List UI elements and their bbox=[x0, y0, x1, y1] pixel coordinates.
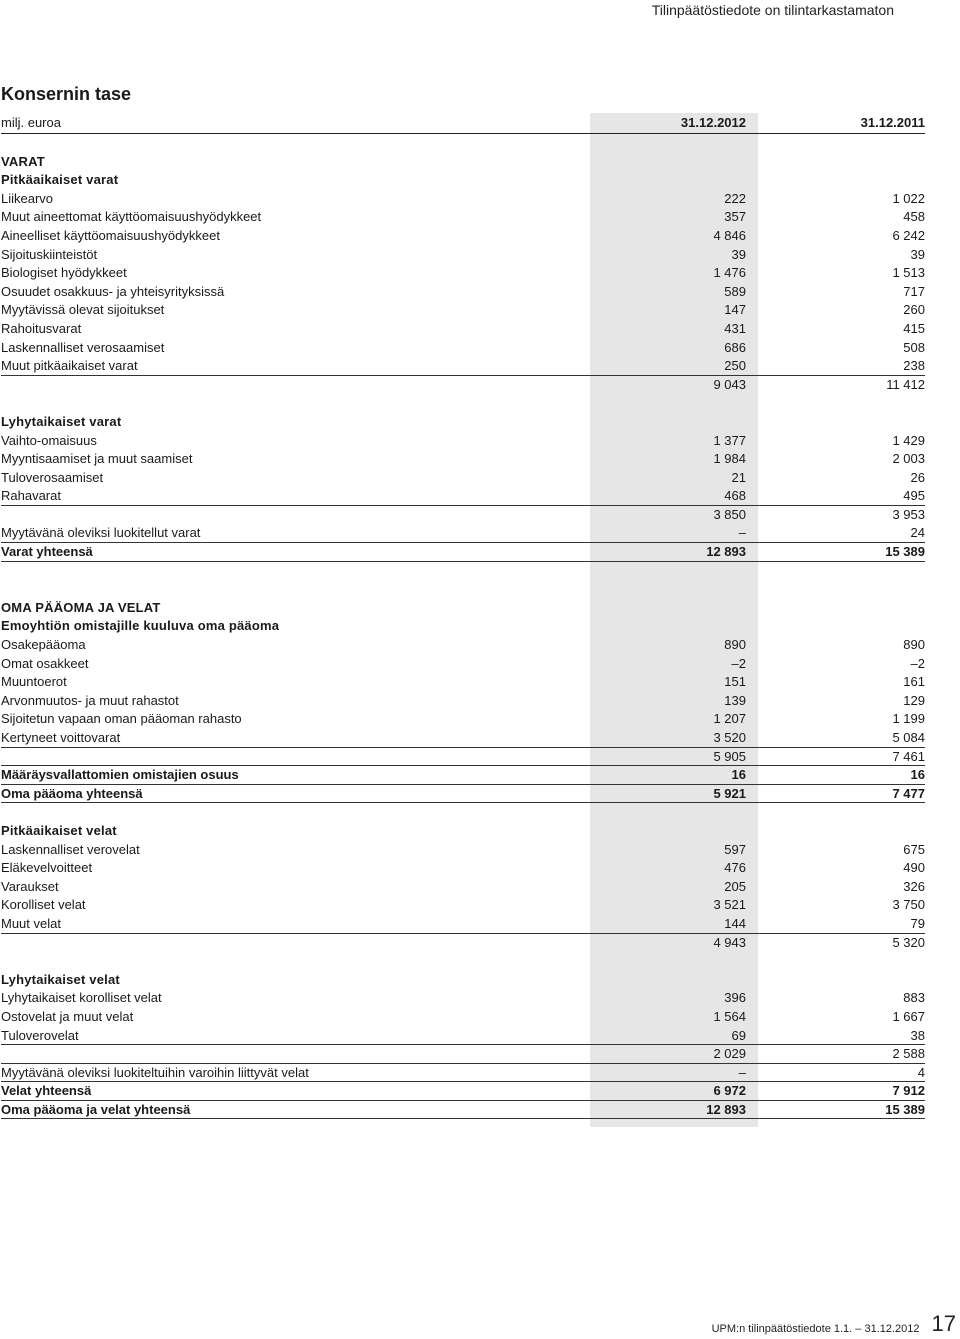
table-row bbox=[1, 357, 925, 376]
table-row bbox=[1, 896, 925, 915]
value-2012: 12 893 bbox=[706, 544, 746, 560]
value-2011: 7 477 bbox=[892, 785, 925, 801]
value-2012: 12 893 bbox=[706, 1101, 746, 1117]
value-2011: 24 bbox=[910, 525, 925, 541]
table-row bbox=[1, 506, 925, 525]
row-label: Eläkevelvoitteet bbox=[1, 860, 93, 876]
value-2012: 589 bbox=[724, 283, 746, 299]
value-2011: 129 bbox=[903, 692, 925, 708]
table-row bbox=[1, 748, 925, 767]
value-2012: 147 bbox=[724, 302, 746, 318]
value-2011: 1 667 bbox=[892, 1008, 925, 1024]
value-2011: 16 bbox=[910, 767, 925, 783]
value-2012: 3 850 bbox=[713, 506, 746, 522]
row-label: Oma pääoma ja velat yhteensä bbox=[1, 1101, 191, 1117]
value-2012: 39 bbox=[731, 246, 746, 262]
value-2012: 1 377 bbox=[713, 432, 746, 448]
row-label: Muuntoerot bbox=[1, 674, 67, 690]
spacer-row bbox=[1, 803, 925, 822]
row-label: Biologiset hyödykkeet bbox=[1, 265, 127, 281]
value-2011: 1 429 bbox=[892, 432, 925, 448]
value-2011: 495 bbox=[903, 488, 925, 504]
value-2011: 39 bbox=[910, 246, 925, 262]
value-2012: 5 921 bbox=[713, 785, 746, 801]
row-label: Emoyhtiön omistajille kuuluva oma pääoma bbox=[1, 618, 280, 634]
value-2012: 1 476 bbox=[713, 265, 746, 281]
section-heading bbox=[1, 822, 925, 841]
row-label: Laskennalliset verosaamiset bbox=[1, 339, 165, 355]
value-2011: 458 bbox=[903, 209, 925, 225]
value-2011: 1 199 bbox=[892, 711, 925, 727]
value-2011: 415 bbox=[903, 320, 925, 336]
row-label: Myyntisaamiset ja muut saamiset bbox=[1, 451, 193, 467]
section-heading bbox=[1, 171, 925, 190]
table-row bbox=[1, 524, 925, 543]
section-heading bbox=[1, 413, 925, 432]
table-row bbox=[1, 301, 925, 320]
row-label: Pitkäaikaiset velat bbox=[1, 822, 117, 838]
section-heading bbox=[1, 599, 925, 618]
row-label: Myytävissä olevat sijoitukset bbox=[1, 302, 165, 318]
value-2012: 597 bbox=[724, 841, 746, 857]
page-title: Konsernin tase bbox=[1, 84, 132, 104]
value-2012: 6 972 bbox=[713, 1083, 746, 1099]
value-2011: 38 bbox=[910, 1027, 925, 1043]
table-row bbox=[1, 692, 925, 711]
value-2011: 1 022 bbox=[892, 190, 925, 206]
row-label: Arvonmuutos- ja muut rahastot bbox=[1, 692, 179, 708]
value-2012: 21 bbox=[731, 469, 746, 485]
value-2012: 1 984 bbox=[713, 451, 746, 467]
value-2012: 890 bbox=[724, 637, 746, 653]
row-label: Laskennalliset verovelat bbox=[1, 841, 140, 857]
value-2012: – bbox=[738, 525, 746, 541]
value-2011: 3 953 bbox=[892, 506, 925, 522]
row-label: Liikearvo bbox=[1, 190, 54, 206]
table-row bbox=[1, 859, 925, 878]
spacer-row bbox=[1, 580, 925, 599]
value-2011: 7 461 bbox=[892, 748, 925, 764]
value-2011: 11 412 bbox=[886, 376, 925, 392]
table-row bbox=[1, 934, 925, 953]
row-label: OMA PÄÄOMA JA VELAT bbox=[1, 599, 161, 615]
value-2011: 490 bbox=[903, 860, 925, 876]
row-label: Määräysvallattomien omistajien osuus bbox=[1, 767, 239, 783]
value-2012: 686 bbox=[724, 339, 746, 355]
table-row bbox=[1, 469, 925, 488]
value-2011: 3 750 bbox=[892, 897, 925, 913]
value-2011: 5 320 bbox=[892, 934, 925, 950]
value-2011: 508 bbox=[903, 339, 925, 355]
table-row bbox=[1, 320, 925, 339]
table-row bbox=[1, 450, 925, 469]
value-2012: 468 bbox=[724, 488, 746, 504]
row-label: Muut pitkäaikaiset varat bbox=[1, 358, 138, 374]
row-label: Ostovelat ja muut velat bbox=[1, 1008, 134, 1024]
value-2011: 326 bbox=[903, 878, 925, 894]
value-2011: 6 242 bbox=[892, 227, 925, 243]
value-2012: 16 bbox=[731, 767, 746, 783]
value-2012: 5 905 bbox=[713, 748, 746, 764]
value-2012: 69 bbox=[731, 1027, 746, 1043]
row-label: Rahoitusvarat bbox=[1, 320, 82, 336]
table-row bbox=[1, 636, 925, 655]
section-heading bbox=[1, 153, 925, 172]
value-2012: 1 564 bbox=[713, 1008, 746, 1024]
row-label: Lyhytaikaiset varat bbox=[1, 413, 122, 429]
page-number: 17 bbox=[931, 1311, 956, 1336]
row-label: Sijoituskiinteistöt bbox=[1, 246, 98, 262]
value-2012: 476 bbox=[724, 860, 746, 876]
row-label: Aineelliset käyttöomaisuushyödykkeet bbox=[1, 227, 220, 243]
value-2011: 26 bbox=[910, 469, 925, 485]
value-2011: 15 389 bbox=[885, 544, 925, 560]
row-label: Myytävänä oleviksi luokitellut varat bbox=[1, 525, 201, 541]
table-row bbox=[1, 1045, 925, 1064]
table-row bbox=[1, 246, 925, 265]
value-2012: 1 207 bbox=[713, 711, 746, 727]
section-heading bbox=[1, 617, 925, 636]
table-row bbox=[1, 878, 925, 897]
value-2012: 139 bbox=[724, 692, 746, 708]
table-row bbox=[1, 1027, 925, 1046]
value-2012: 144 bbox=[724, 915, 746, 931]
value-2011: 1 513 bbox=[892, 265, 925, 281]
value-2011: 5 084 bbox=[892, 730, 925, 745]
value-2012: 205 bbox=[724, 878, 746, 894]
row-label: Osuudet osakkuus- ja yhteisyrityksissä bbox=[1, 283, 225, 299]
row-label: Vaihto-omaisuus bbox=[1, 432, 97, 448]
row-label: Varaukset bbox=[1, 878, 59, 894]
value-2012: 31.12.2012 bbox=[680, 115, 746, 130]
table-row bbox=[1, 227, 925, 246]
table-row bbox=[1, 729, 925, 748]
row-label: Pitkäaikaiset varat bbox=[1, 172, 119, 188]
table-row bbox=[1, 841, 925, 860]
value-2012: 3 520 bbox=[713, 730, 746, 745]
value-2012: 396 bbox=[724, 990, 746, 1006]
table-row bbox=[1, 710, 925, 729]
spacer-row bbox=[1, 134, 925, 153]
table-row bbox=[1, 264, 925, 283]
table-row bbox=[1, 655, 925, 674]
page-footer bbox=[712, 1313, 956, 1335]
value-2011: 675 bbox=[903, 841, 925, 857]
total-row bbox=[1, 1101, 925, 1120]
value-2012: –2 bbox=[731, 655, 746, 671]
table-row bbox=[1, 487, 925, 506]
row-label: Kertyneet voittovarat bbox=[1, 730, 121, 745]
row-label: Velat yhteensä bbox=[1, 1083, 92, 1099]
table-row bbox=[1, 915, 925, 934]
row-label: milj. euroa bbox=[1, 115, 61, 130]
value-2011: 890 bbox=[903, 637, 925, 653]
spacer-row bbox=[1, 394, 925, 413]
value-2011: –2 bbox=[910, 655, 925, 671]
row-label: Tuloverovelat bbox=[1, 1027, 79, 1043]
header-note: Tilinpäätöstiedote on tilintarkastamaton bbox=[651, 2, 894, 18]
table-row bbox=[1, 1064, 925, 1083]
value-2011: 883 bbox=[903, 990, 925, 1006]
value-2012: 222 bbox=[724, 190, 746, 206]
value-2011: 717 bbox=[903, 283, 925, 299]
value-2012: 4 943 bbox=[713, 934, 746, 950]
spacer-row bbox=[1, 952, 925, 971]
row-label: Omat osakkeet bbox=[1, 655, 89, 671]
value-2012: 4 846 bbox=[713, 227, 746, 243]
row-label: Osakepääoma bbox=[1, 637, 86, 653]
value-2012: 3 521 bbox=[713, 897, 746, 913]
value-2012: – bbox=[738, 1064, 746, 1080]
table-row bbox=[1, 376, 925, 395]
row-label: VARAT bbox=[1, 153, 45, 169]
value-2012: 357 bbox=[724, 209, 746, 225]
footer-text: UPM:n tilinpäätöstiedote 1.1. – 31.12.2012 bbox=[711, 1323, 920, 1335]
total-row bbox=[1, 766, 925, 785]
row-label: Myytävänä oleviksi luokiteltuihin varoihin liittyvät velat bbox=[1, 1064, 309, 1080]
table-row bbox=[1, 432, 925, 451]
value-2011: 2 588 bbox=[892, 1046, 925, 1062]
row-label: Varat yhteensä bbox=[1, 544, 93, 560]
row-label: Rahavarat bbox=[1, 488, 61, 504]
table-row bbox=[1, 190, 925, 209]
value-2011: 79 bbox=[910, 915, 925, 931]
value-2012: 9 043 bbox=[713, 376, 746, 392]
value-2011: 238 bbox=[903, 358, 925, 374]
column-header-row bbox=[1, 114, 925, 134]
row-label: Muut velat bbox=[1, 915, 61, 931]
value-2012: 151 bbox=[724, 674, 746, 690]
total-row bbox=[1, 1082, 925, 1101]
value-2011: 260 bbox=[903, 302, 925, 318]
total-row bbox=[1, 785, 925, 804]
row-label: Korolliset velat bbox=[1, 897, 86, 913]
row-label: Lyhytaikaiset korolliset velat bbox=[1, 990, 162, 1006]
value-2011: 161 bbox=[903, 674, 925, 690]
table-row bbox=[1, 339, 925, 358]
section-heading bbox=[1, 971, 925, 990]
balance-sheet-table bbox=[1, 114, 925, 1119]
table-row bbox=[1, 989, 925, 1008]
value-2011: 31.12.2011 bbox=[860, 115, 925, 130]
row-label: Tuloverosaamiset bbox=[1, 469, 104, 485]
value-2012: 431 bbox=[724, 320, 746, 336]
table-row bbox=[1, 673, 925, 692]
row-label: Oma pääoma yhteensä bbox=[1, 785, 143, 801]
total-row bbox=[1, 543, 925, 562]
table-row bbox=[1, 283, 925, 302]
value-2011: 7 912 bbox=[892, 1083, 925, 1099]
value-2011: 15 389 bbox=[885, 1101, 925, 1117]
value-2012: 2 029 bbox=[713, 1046, 746, 1062]
row-label: Lyhytaikaiset velat bbox=[1, 971, 120, 987]
table-row bbox=[1, 1008, 925, 1027]
value-2012: 250 bbox=[724, 358, 746, 374]
table-row bbox=[1, 208, 925, 227]
spacer-row bbox=[1, 562, 925, 581]
row-label: Sijoitetun vapaan oman pääoman rahasto bbox=[1, 711, 242, 727]
value-2011: 4 bbox=[917, 1064, 925, 1080]
value-2011: 2 003 bbox=[892, 451, 925, 467]
row-label: Muut aineettomat käyttöomaisuushyödykkeet bbox=[1, 209, 262, 225]
